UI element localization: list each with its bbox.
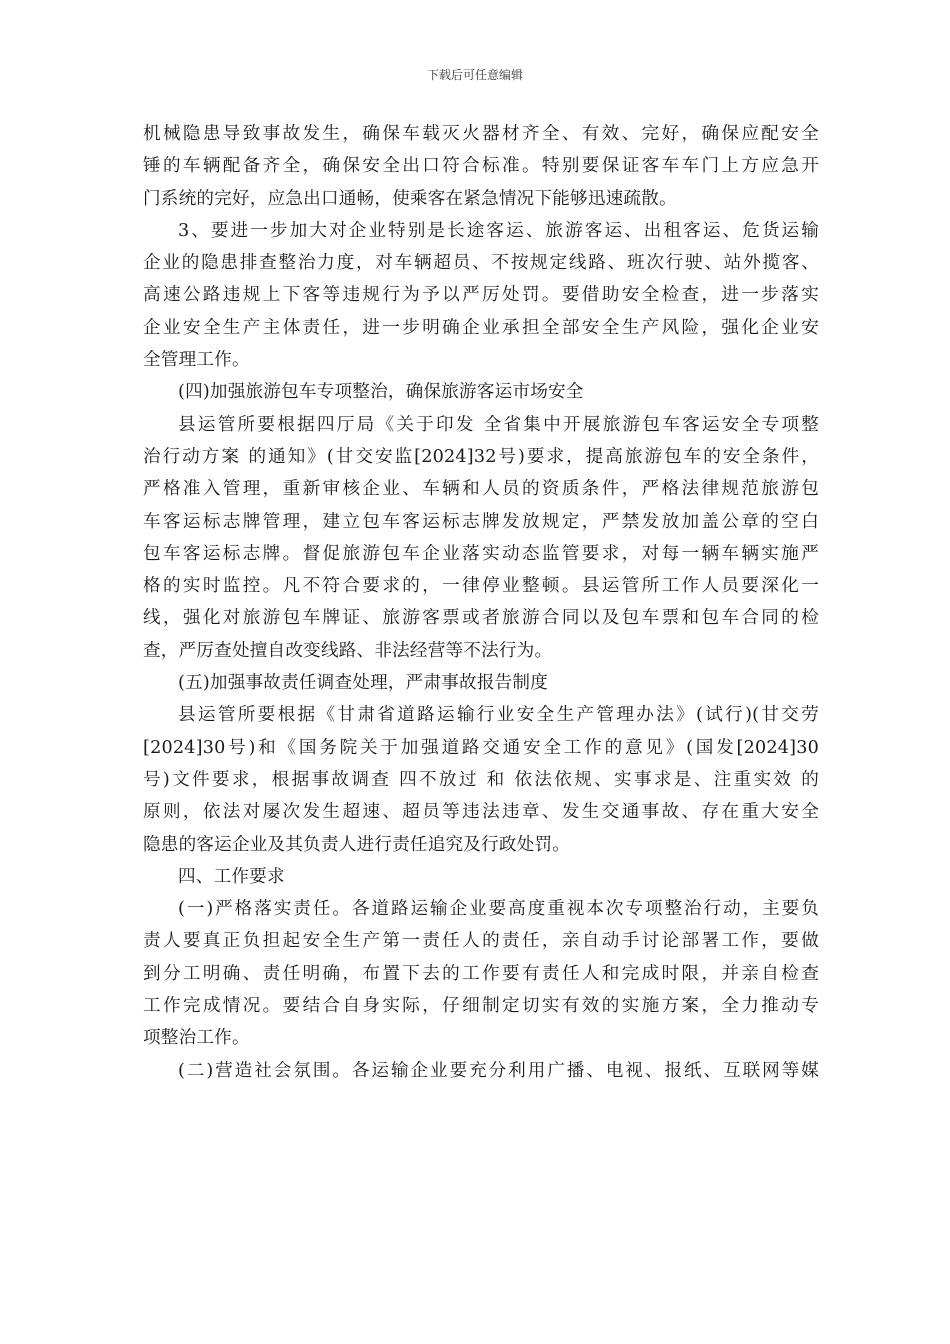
text-line: 隐患的客运企业及其负责人进行责任追究及行政处罚。 xyxy=(143,834,571,855)
text-line: 号)文件要求，根据事故调查 四不放过 和 依法依规、实事求是、注重实效 的 xyxy=(143,769,819,790)
page-header: 下载后可任意编辑 xyxy=(426,68,523,82)
text-line: 门系统的完好，应急出口通畅，使乘客在紧急情况下能够迅速疏散。 xyxy=(143,188,677,209)
section-heading-5: (五)加强事故责任调查处理，严肃事故报告制度 xyxy=(178,673,549,694)
text-line: 线，强化对旅游包车牌证、旅游客票或者旅游合同以及包车票和包车合同的检 xyxy=(143,608,819,629)
paragraph-start-line: 县运管所要根据四厅局《关于印发 全省集中开展旅游包车客运安全专项整 xyxy=(178,414,819,435)
paragraph-start-line: 县运管所要根据《甘肃省道路运输行业安全生产管理办法》(试行)(甘交劳 xyxy=(178,705,819,726)
text-line: 企业的隐患排查整治力度，对车辆超员、不按规定线路、班次行驶、站外揽客、 xyxy=(143,253,819,274)
document-body xyxy=(143,118,819,1087)
text-line: 车客运标志牌管理，建立包车客运标志牌发放规定，严禁发放加盖公章的空白 xyxy=(143,511,819,532)
paragraph-start-line: 3、要进一步加大对企业特别是长途客运、旅游客运、出租客运、危货运输 xyxy=(178,220,819,241)
text-line: 责人要真正负担起安全生产第一责任人的责任，亲自动手讨论部署工作，要做 xyxy=(143,931,819,952)
text-line: 机械隐患导致事故发生，确保车载灭火器材齐全、有效、完好，确保应配安全 xyxy=(143,124,819,144)
text-line: 严格准入管理，重新审核企业、车辆和人员的资质条件，严格法律规范旅游包 xyxy=(143,479,819,500)
text-line: 格的实时监控。凡不符合要求的，一律停业整顿。县运管所工作人员要深化一 xyxy=(143,576,819,597)
text-line: 查，严厉查处擅自改变线路、非法经营等不法行为。 xyxy=(143,640,553,661)
text-line: 锤的车辆配备齐全，确保安全出口符合标准。特别要保证客车车门上方应急开 xyxy=(143,156,819,177)
paragraph-start-line: (一)严格落实责任。各道路运输企业要高度重视本次专项整治行动，主要负 xyxy=(178,899,819,920)
text-line: 治行动方案 的通知》(甘交安监[2024]32号)要求，提高旅游包车的安全条件， xyxy=(143,446,819,467)
text-line: 包车客运标志牌。督促旅游包车企业落实动态监管要求，对每一辆车辆实施严 xyxy=(143,543,819,564)
text-line: [2024]30号)和《国务院关于加强道路交通安全工作的意见》(国发[2024]30 xyxy=(143,737,819,758)
section-heading-work-requirements: 四、工作要求 xyxy=(178,866,285,887)
text-line: 全管理工作。 xyxy=(143,350,250,371)
paragraph-start-line: (二)营造社会氛围。各运输企业要充分利用广播、电视、报纸、互联网等媒 xyxy=(178,1060,819,1081)
text-line: 企业安全生产主体责任，进一步明确企业承担全部安全生产风险，强化企业安 xyxy=(143,317,819,338)
text-line: 原则，依法对屡次发生超速、超员等违法违章、发生交通事故、存在重大安全 xyxy=(143,802,819,823)
text-line: 项整治工作。 xyxy=(143,1028,250,1049)
text-line: 到分工明确、责任明确，布置下去的工作要有责任人和完成时限，并亲自检查 xyxy=(143,963,819,984)
text-line: 高速公路违规上下客等违规行为予以严厉处罚。要借助安全检查，进一步落实 xyxy=(143,285,819,306)
section-heading-4: (四)加强旅游包车专项整治，确保旅游客运市场安全 xyxy=(178,382,584,403)
text-line: 工作完成情况。要结合自身实际，仔细制定切实有效的实施方案，全力推动专 xyxy=(143,996,819,1017)
